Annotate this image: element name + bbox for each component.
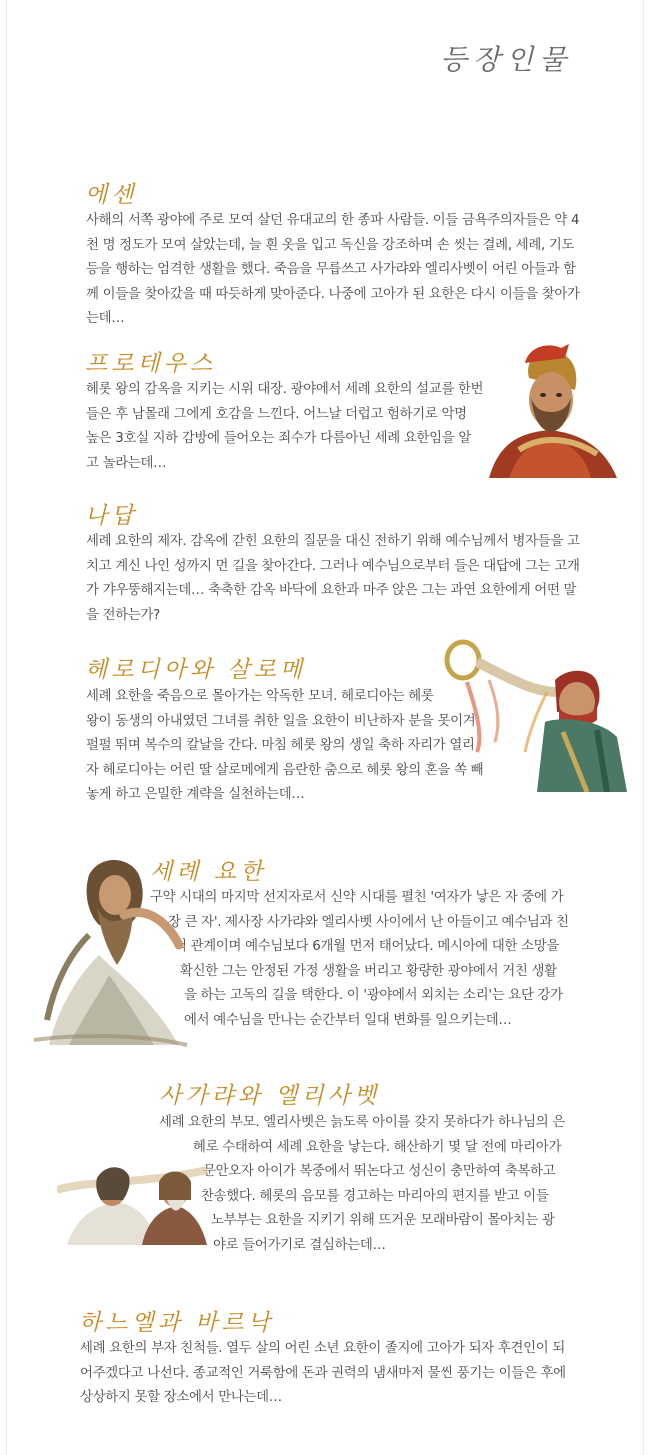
zechariah-elizabeth-illustration — [57, 1130, 207, 1245]
character-page — [6, 0, 644, 1455]
character-desc-essenes: 사해의 서쪽 광야에 주로 모여 살던 유대교의 한 종파 사람들. 이들 금욕주의자들은 약 4 천 명 정도가 모여 살았는데, 늘 흰 옷을 입고 독신을 강조하며 손 씻는 결례, 세례, 기도 등을 행하는 엄격한 생활을 했다. 죽음을 무릅쓰고 사가랴와 엘리사벳이 어린 아들과 함 께 이들을 찾아갔을 때 따듯하게 맞아준다. 나중에 고아가 된 요한은 다시 이들을 찾아가 는데… — [86, 213, 580, 327]
character-name-haneel-barnak: 하느엘과 바르낙 — [79, 1310, 274, 1336]
page-title: 등장인물 — [440, 43, 573, 76]
character-name-nadab: 나답 — [85, 503, 138, 529]
john-illustration — [29, 845, 189, 1050]
character-desc-herodias-salome: 세례 요한을 죽음으로 몰아가는 악독한 모녀. 헤로디아는 헤롯 왕이 동생의 아내였던 그녀를 취한 일을 요한이 비난하자 분을 못이겨 펄펄 뛰며 복수의 칼날을 간다. 마침 헤롯 왕의 생일 축하 자리가 열리 자 헤로디아는 어린 딸 살로메에게 음란한 춤으로 헤롯 왕의 혼을 쏙 빼 놓게 하고 은밀한 계략을 실천하는데… — [86, 689, 484, 803]
character-desc-nadab: 세례 요한의 제자. 감옥에 갇힌 요한의 질문을 대신 전하기 위해 예수님께서 병자들을 고 치고 계신 나인 성까지 먼 길을 찾아간다. 그러나 예수님으로부터 들은 대답에 그는 고개 가 갸우뚱해지는데… 축축한 감옥 바닥에 요한과 마주 앉은 그는 과연 요한에게 어떤 말 을 전하는가? — [86, 534, 580, 623]
proteus-illustration — [479, 338, 619, 478]
character-name-essenes: 에센 — [85, 182, 138, 208]
character-name-proteus: 프로테우스 — [85, 351, 217, 377]
salome-illustration — [437, 622, 629, 792]
character-desc-proteus: 헤롯 왕의 감옥을 지키는 시위 대장. 광야에서 세례 요한의 설교를 한번 들은 후 남몰래 그에게 호감을 느낀다. 어느날 더럽고 험하기로 악명 높은 3호실 지하 감방에 들어오는 죄수가 다름아닌 세례 요한임을 알 고 놀라는데… — [86, 382, 484, 471]
character-name-john-the-baptist: 세례 요한 — [150, 859, 267, 885]
character-name-zechariah-elizabeth: 사가랴와 엘리사벳 — [159, 1083, 381, 1109]
character-desc-john-the-baptist: 구약 시대의 마지막 선지자로서 신약 시대를 펼친 '여자가 낳은 자 중에 가 장 큰 자'. 제사장 사가랴와 엘리사벳 사이에서 난 아들이고 예수님과 친 척 관계이며 예수님보다 6개월 먼저 태어났다. 메시아에 대한 소망을 확신한 그는 안정된 가정 생활을 버리고 황량한 광야에서 거친 생활 을 하는 고독의 길을 택한다. 이 '광야에서 외치는 소리'는 요단 강가 에서 예수님을 만나는 순간부터 일대 변화를 일으키는데… — [150, 890, 569, 1028]
character-desc-zechariah-elizabeth: 세례 요한의 부모. 엘리사벳은 늙도록 아이를 갖지 못하다가 하나님의 은 혜로 수태하여 세례 요한을 낳는다. 해산하기 몇 달 전에 마리아가 문안오자 아이가 복중에서 뛰논다고 성신이 충만하여 축복하고 찬송했다. 헤롯의 음모를 경고하는 마리아의 편지를 받고 이들 노부부는 요한을 지키기 위해 뜨거운 모래바람이 몰아치는 광 야로 들어가기로 결심하는데… — [159, 1115, 565, 1253]
character-desc-haneel-barnak: 세례 요한의 부자 친척들. 열두 살의 어린 소년 요한이 졸지에 고아가 되자 후견인이 되 어주겠다고 나선다. 종교적인 거룩함에 돈과 권력의 냄새마저 물씬 풍기는 이들은 후에 상상하지 못할 장소에서 만나는데… — [80, 1341, 566, 1406]
character-name-herodias-salome: 헤로디아와 살로메 — [85, 657, 307, 683]
